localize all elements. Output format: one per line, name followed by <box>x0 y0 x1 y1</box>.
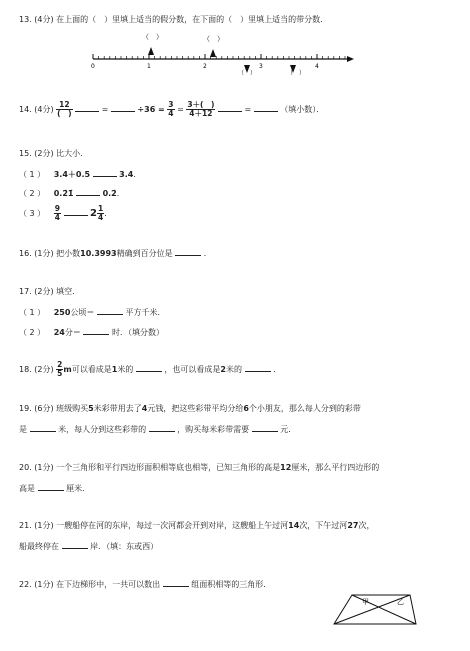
q14-div: ÷36 = <box>137 105 165 114</box>
q20-l2b: 厘米． <box>66 484 91 493</box>
q13-number: 13. <box>19 15 32 24</box>
q18-unit: m <box>63 365 72 374</box>
q17-item-1-pre: 公顷＝ <box>70 308 95 317</box>
q21-n14: 14 <box>288 521 300 530</box>
q18-t2: 米的 <box>117 365 134 374</box>
q14-tail: （填小数）． <box>280 105 325 114</box>
q15-item-3-den: 4 <box>54 213 60 222</box>
q14-eq-2: = <box>177 105 184 114</box>
q22-line <box>19 578 271 590</box>
q15-item-1 <box>19 168 136 180</box>
q22-score: (1分) <box>34 580 54 589</box>
q18-number: 18. <box>19 365 32 374</box>
q13-ticks <box>91 54 345 70</box>
q16-score: (1分) <box>34 249 54 258</box>
q14-eq-1: = <box>101 105 109 114</box>
q17-item-2-blank[interactable] <box>83 326 109 335</box>
q18-n1: 1 <box>111 365 118 374</box>
q17-line <box>19 286 80 297</box>
q15-item-2 <box>19 187 119 199</box>
q15-item-3-end: . <box>104 209 107 218</box>
q15-item-3-fraction <box>54 205 61 222</box>
q13-score: (4分) <box>34 15 54 24</box>
q21-number: 21. <box>19 521 32 530</box>
q13-text: 在上面的（ ）里填上适当的假分数，在下面的（ ）里填上适当的带分数． <box>56 15 329 24</box>
q21-blank[interactable] <box>62 540 88 549</box>
q14-f1-den: ( ) <box>57 109 72 118</box>
q15-item-1-left: 3.4＋0.5 <box>53 170 91 179</box>
q19-n6: 6 <box>243 404 249 413</box>
q14-f2-den: 4 <box>168 109 174 118</box>
q19-line-2 <box>19 423 296 435</box>
q15-item-3-blank[interactable] <box>64 207 88 216</box>
q22-post: 组面积相等的三角形． <box>191 580 272 589</box>
q21-l2b: 岸．（填：东或西） <box>90 542 159 551</box>
q20-l2a: 高是 <box>19 484 35 493</box>
q13-arrow-up-2 <box>210 49 216 57</box>
q18-end: ． <box>273 365 282 374</box>
q18-t3: ，也可以看成是 <box>164 365 221 374</box>
q15-item-3-num: 9 <box>54 204 60 213</box>
q17-item-1-post: 平方千米． <box>125 308 166 317</box>
q21-l1c: 次， <box>358 521 375 530</box>
q20-l1a: 一个三角形和平行四边形面积相等底也相等，已知三角形的高是 <box>56 463 281 472</box>
q14-eq-3: = <box>244 105 252 114</box>
q14-number: 14. <box>19 105 32 114</box>
q22-trapezoid-figure <box>330 593 420 627</box>
q19-l2c: ，购买每米彩带需要 <box>177 425 250 434</box>
q13-paren-top-1: （ ） <box>142 33 163 41</box>
q15-item-3 <box>19 204 107 224</box>
q14-fraction-1 <box>56 101 72 118</box>
q18-t1: 可以看成是 <box>71 365 112 374</box>
q15-item-1-right: 3.4 <box>119 170 134 179</box>
q13-line <box>19 14 328 25</box>
q17-number: 17. <box>19 287 32 296</box>
q22-blank[interactable] <box>163 578 189 587</box>
q20-score: (1分) <box>34 463 54 472</box>
q15-score: (2分) <box>34 149 54 158</box>
q15-item-3-mixed-den: 4 <box>98 213 104 222</box>
q15-item-2-left: 0.2̇1̇ <box>53 189 74 198</box>
q19-n5: 5 <box>88 404 94 413</box>
q18-f-den: 5 <box>57 369 63 378</box>
q16-num: 10.3993 <box>80 249 117 258</box>
q13-tick-label: 4 <box>315 63 319 70</box>
q14-score: (4分) <box>34 105 54 114</box>
q15-item-3-idx: （ 3 ） <box>19 209 46 218</box>
q14-f3-den: 4＋12 <box>189 109 213 118</box>
q16-pre: 把小数 <box>56 249 81 258</box>
q19-blank-3[interactable] <box>252 423 278 432</box>
q15-item-1-idx: （ 1 ） <box>19 170 46 179</box>
q21-n27: 27 <box>347 521 359 530</box>
q18-t4: 米的 <box>225 365 242 374</box>
q22-number: 22. <box>19 580 32 589</box>
q21-l1b: 次，下午过河 <box>299 521 348 530</box>
q19-line-1 <box>19 403 361 414</box>
q19-l1b: 米彩带用去了 <box>93 404 142 413</box>
q13-paren-bottom-1: （ ） <box>238 70 257 77</box>
q13-tick-label: 3 <box>259 63 263 70</box>
q14-fraction-2 <box>167 101 174 118</box>
q15-item-2-idx: （ 2 ） <box>19 189 46 198</box>
q15-item-1-blank[interactable] <box>93 168 117 177</box>
q13-number-line <box>80 30 370 80</box>
q13-axis-arrow <box>347 56 354 62</box>
q18-score: (2分) <box>34 365 54 374</box>
q18-blank-1[interactable] <box>136 363 162 372</box>
q19-l2a: 是 <box>19 425 27 434</box>
q17-item-1-num: 250 <box>53 308 71 317</box>
q16-number: 16. <box>19 249 32 258</box>
q14-f2-num: 3 <box>168 100 174 109</box>
q22-pre: 在下边梯形中，一共可以数出 <box>56 580 161 589</box>
q14-fraction-3 <box>186 101 215 118</box>
q15-number: 15. <box>19 149 32 158</box>
q18-line <box>19 360 281 380</box>
q17-item-2-num: 24 <box>53 328 65 337</box>
q16-blank[interactable] <box>175 247 201 256</box>
q15-item-2-right: 0.2̇ <box>102 189 117 198</box>
q19-l1a: 班级购买 <box>56 404 89 413</box>
q20-line-1 <box>19 462 379 473</box>
q15-item-1-end: . <box>133 170 136 179</box>
q20-line-2 <box>19 482 90 494</box>
q17-item-1-idx: （ 1 ） <box>19 308 46 317</box>
q15-line <box>19 148 88 159</box>
q13-tick-label: 2 <box>203 63 207 70</box>
q22-label-left: 甲 <box>362 598 369 606</box>
q14-blank-2[interactable] <box>111 103 135 112</box>
q20-number: 20. <box>19 463 32 472</box>
q15-text: 比大小． <box>56 149 89 158</box>
q18-f-num: 2 <box>57 360 63 369</box>
q17-item-1-blank[interactable] <box>97 306 123 315</box>
q21-l2a: 船最终停在 <box>19 542 59 551</box>
q19-number: 19. <box>19 404 32 413</box>
q14-blank-1[interactable] <box>75 103 99 112</box>
q19-l1d: 个小朋友，那么每人分到的彩带 <box>248 404 361 413</box>
q18-blank-2[interactable] <box>245 363 271 372</box>
q19-l1c: 元钱，把这些彩带平均分给 <box>147 404 244 413</box>
q20-n12: 12 <box>280 463 292 472</box>
q13-paren-top-2: （ ） <box>203 35 224 43</box>
q17-item-2 <box>19 326 164 338</box>
q20-l1b: 厘米，那么平行四边形的 <box>291 463 380 472</box>
q14-blank-3[interactable] <box>218 103 242 112</box>
q14-f3-num: 3＋( ) <box>187 100 215 109</box>
q21-line-1 <box>19 520 374 531</box>
q17-item-2-pre: 分＝ <box>64 328 81 337</box>
q13-paren-bottom-2: （ ） <box>287 70 306 77</box>
q19-blank-2[interactable] <box>149 423 175 432</box>
q16-post: 精确到百分位是 <box>116 249 173 258</box>
q13-tick-label: 1 <box>147 63 151 70</box>
q15-item-2-blank[interactable] <box>76 187 100 196</box>
q15-item-2-end: . <box>116 189 120 198</box>
q18-n2: 2 <box>220 365 226 374</box>
q17-text: 填空． <box>56 287 81 296</box>
q14-line <box>19 100 324 120</box>
q16-end: ． <box>203 249 212 258</box>
q14-blank-4[interactable] <box>254 103 278 112</box>
q22-label-right: 乙 <box>397 598 404 606</box>
q19-l2b: 米，每人分到这些彩带的 <box>58 425 147 434</box>
q19-n4: 4 <box>141 404 148 413</box>
q21-l1a: 一艘船停在河的东岸，每过一次河都会开到对岸，这艘船上午过河 <box>56 521 289 530</box>
q14-f1-num: 12 <box>56 101 72 110</box>
q16-line <box>19 247 212 259</box>
q21-score: (1分) <box>34 521 54 530</box>
q20-blank[interactable] <box>38 482 64 491</box>
q15-item-3-whole: 2 <box>90 208 98 219</box>
q17-score: (2分) <box>34 287 54 296</box>
q17-item-2-idx: （ 2 ） <box>19 328 46 337</box>
q17-item-1 <box>19 306 166 318</box>
q19-l2d: 元． <box>280 425 297 434</box>
q13-arrow-up-1 <box>148 47 154 55</box>
q19-score: (6分) <box>34 404 54 413</box>
q17-item-2-post: 时．（填分数） <box>111 328 164 337</box>
q13-tick-label: 0 <box>91 63 95 70</box>
q19-blank-1[interactable] <box>30 423 56 432</box>
q15-item-3-mixed-num: 1 <box>98 204 104 213</box>
q21-line-2 <box>19 540 158 552</box>
